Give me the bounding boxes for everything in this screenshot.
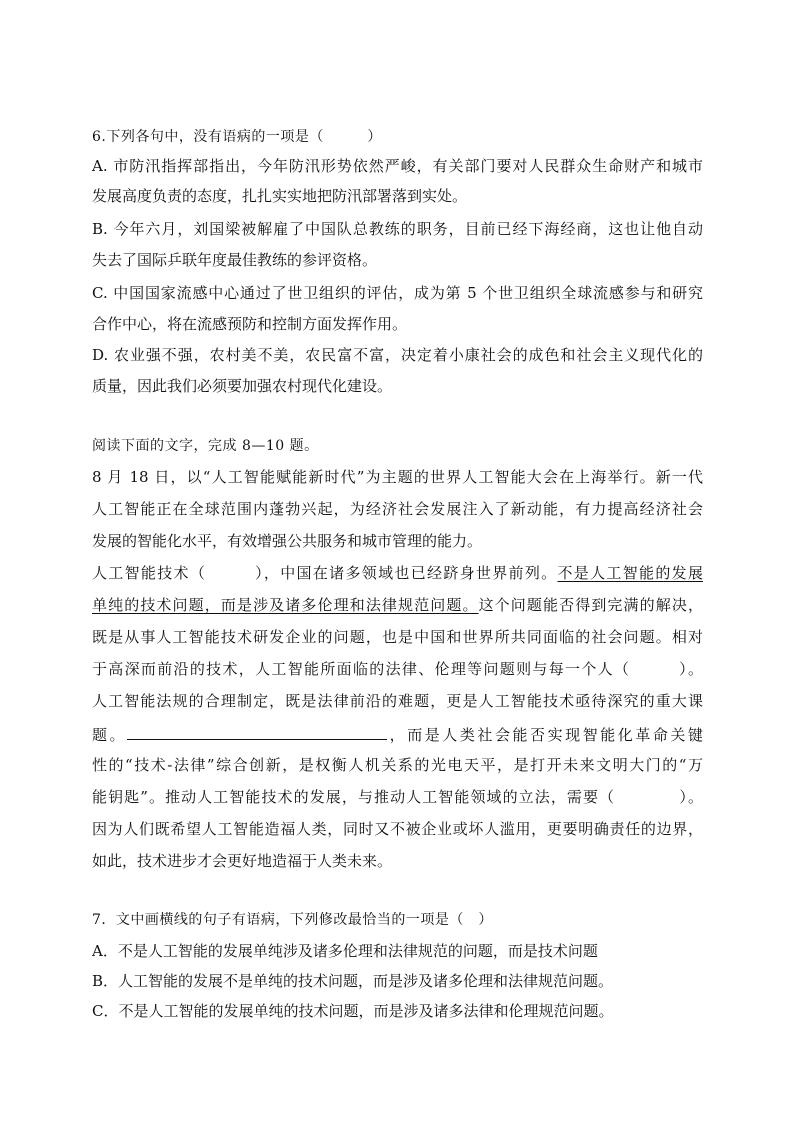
passage-line-12: 因为人们既希望人工智能造福人类，同时又不被企业或坏人滥用，更要明确责任的边界， — [92, 820, 703, 838]
passage-line-2: 人工智能正在全球范围内蓬勃兴起，为经济社会发展注入了新动能，有力提高经济社会 — [92, 500, 703, 518]
option-b-line-1: B. 今年六月，刘国梁被解雇了中国队总教练的职务，目前已经下海经商，这也让他自动 — [92, 220, 703, 238]
passage-line-8: 人工智能法规的合理制定，既是法律前沿的难题，更是人工智能技术亟待深究的重大课 — [92, 692, 703, 710]
option-a-line-1: A. 市防汛指挥部指出，今年防汛形势依然严峻，有关部门要对人民群众生命财产和城市 — [92, 157, 703, 175]
option-c-line-2: 合作中心，将在流感预防和控制方面发挥作用。 — [92, 315, 408, 333]
passage-line-10: 性的“技术-法律”综合创新，是权衡人机关系的光电天平，是打开未来文明大门的“万 — [92, 756, 703, 774]
option-a-line-2: 发展高度负责的态度，扎扎实实地把防汛部署落到实处。 — [92, 187, 468, 205]
underlined-sentence-part-1: 不是人工智能的发展 — [557, 564, 703, 582]
fill-in-blank-line — [127, 723, 387, 740]
passage-line-7: 于高深而前沿的技术，人工智能所面临的法律、伦理等问题则与每一个人（ ）。 — [92, 660, 703, 678]
passage-line-5: 单纯的技术问题，而是涉及诸多伦理和法律规范问题。这个问题能否得到完满的解决， — [92, 596, 703, 614]
passage-line-11: 能钥匙”。推动人工智能技术的发展，与推动人工智能领域的立法，需要（ ）。 — [92, 788, 703, 806]
passage-line-4: 人工智能技术（ ），中国在诸多领域也已经跻身世界前列。不是人工智能的发展 — [92, 564, 703, 582]
underlined-sentence-part-2: 单纯的技术问题，而是涉及诸多伦理和法律规范问题。 — [92, 596, 479, 614]
passage-line-6: 既是从事人工智能技术研发企业的问题，也是中国和世界所共同面临的社会问题。相对 — [92, 628, 703, 646]
question-6-stem: 6.下列各句中，没有语病的一项是（ ） — [92, 129, 382, 145]
option-b-line-2: 失去了国际乒联年度最佳教练的参评资格。 — [92, 251, 378, 269]
option-d-line-2: 质量，因此我们必须要加强农村现代化建设。 — [92, 377, 393, 395]
passage-line-3: 发展的智能化水平，有效增强公共服务和城市管理的能力。 — [92, 532, 483, 550]
option-c-line-1: C. 中国国家流感中心通过了世卫组织的评估，成为第 5 个世卫组织全球流感参与和研究 — [92, 284, 703, 302]
q7-option-a: A．不是人工智能的发展单纯涉及诸多伦理和法律规范的问题，而是技术问题 — [92, 942, 598, 960]
q7-option-b: B．人工智能的发展不是单纯的技术问题，而是涉及诸多伦理和法律规范问题。 — [92, 972, 614, 990]
option-d-line-1: D. 农业强不强，农村美不美，农民富不富，决定着小康社会的成色和社会主义现代化的 — [92, 346, 703, 364]
q7-option-c: C．不是人工智能的发展单纯的技术问题，而是涉及诸多法律和伦理规范问题。 — [92, 1002, 614, 1020]
passage-line-13: 如此，技术进步才会更好地造福于人类未来。 — [92, 852, 393, 870]
passage-line-1: 8 月 18 日，以“人工智能赋能新时代”为主题的世界人工智能大会在上海举行。新一代 — [92, 468, 703, 486]
passage-intro: 阅读下面的文字，完成 8—10 题。 — [92, 438, 319, 454]
passage-line-9: 题。 ，而是人类社会能否实现智能化革命关键 — [92, 723, 703, 745]
question-7-stem: 7．文中画横线的句子有语病，下列修改最恰当的一项是（ ） — [92, 912, 493, 928]
